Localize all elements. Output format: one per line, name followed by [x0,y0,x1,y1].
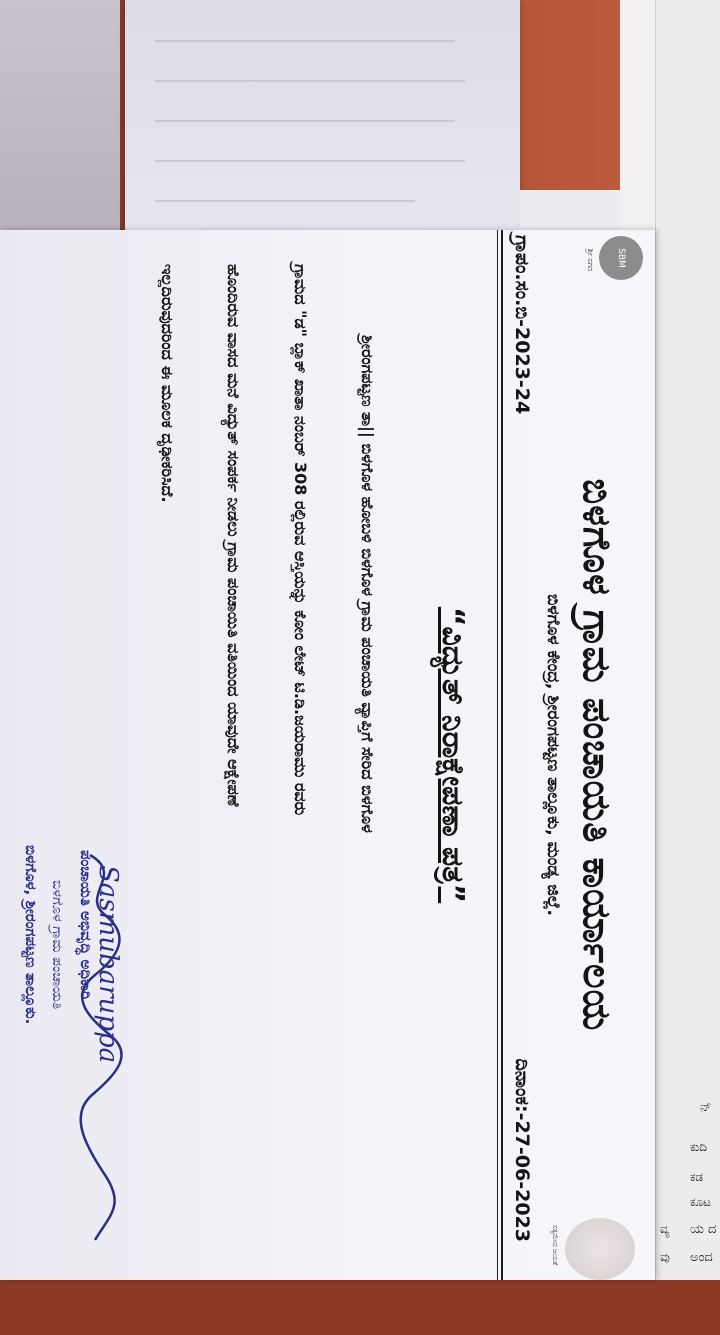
background-paper [0,0,120,230]
edge-fragment: ಅಂದ [690,1250,713,1265]
body-line: ಶ್ರೀರಂಗಪಟ್ಟಣ ತಾ|| ಬಿಳಗೊಳ ಹೋಬಳಿ ಬಿಳಗೊಳ ಗ್ರಾಮ ಪಂಚಾಯತಿ ವ್ಯಾಪ್ತಿಗೆ ಸೇರಿದ ಬಿಳಗೊಳ [358,335,377,833]
edge-fragment: ಯ ದ [690,1222,717,1237]
signatory-location: ಬಿಳಗೊಳ, ಶ್ರೀರಂಗಪಟ್ಟಣ ತಾಲ್ಲೂಕು. [22,845,40,1025]
edge-fragment: ಕುದಿ [690,1140,707,1154]
right-sheet-edge [655,0,720,1280]
edge-fragment: ವು [660,1250,670,1264]
header-rule [497,230,498,1280]
signature-text: Sasmubaruppa [93,865,123,1064]
body-line: ಇಲ್ಲದಿರುವುದರಿಂದ ಈ ಮೂಲಕ ದೃಢೀಕರಿಸಿದೆ. [158,264,177,503]
office-address: ಬಿಳಗೊಳ ಕೇಂದ್ರ, ಶ್ರೀರಂಗಪಟ್ಟಣ ತಾಲ್ಲೂಕು, ಮಂಡ್ಯ ಜಿಲ್ಲೆ. [543,594,563,916]
body-line: ಹೊಂದಿರುವ ವಾಸದ ಮನೆ ವಿದ್ಯುತ್ ಸಂಪರ್ಕ ನೀಡಲು ಗ್ರಾಮ ಪಂಚಾಯಿತಿ ವತಿಯಿಂದ ಯಾವುದೇ ಆಕ್ಷೇಪಣೆ [224,264,243,807]
emblem-caption: ಸತ್ಯಮೇವ ಜಯತೆ [551,1224,559,1266]
signatory-designation: ಪಂಚಾಯತಿ ಅಭಿವೃದ್ಧಿ ಅಧಿಕಾರಿ [77,850,95,1000]
left-seal-caption: ಶ್ರೀ ನಗರ [586,248,595,272]
faint-text-line [155,80,465,82]
edge-fragment: ವ್ಯ [660,1222,670,1236]
faint-text-line [155,200,415,202]
signatory-office: ಬಿಳಗೊಳ ಗ್ರಾಮ ಪಂಚಾಯತಿ [49,880,65,1010]
left-seal-icon: SBM [599,236,643,280]
faint-text-line [155,120,455,122]
header-rule [501,230,503,1280]
body-line: ಗ್ರಾಮದ "ಡ" ಬ್ಲಾಕ್ ಖಾತಾ ನಂಬರ್ 308 ರಲ್ಲಿರುವ ಆಸ್ತಿಯನ್ನು ಕೋಂ ಲೇಟ್ ಟಿ.ಡಿ.ಜಯರಾಮು ರವರು [291,264,310,816]
edge-fragment: ಕೂಟ [690,1195,711,1209]
office-title: ಬಿಳಗೊಳ ಗ್ರಾಮ ಪಂಚಾಯತಿ ಕಾರ್ಯಾಲಯ [575,478,619,1032]
edge-fragment: ಕಡ [690,1170,704,1184]
top-clipped-paper [125,0,520,265]
certificate-heading: “ವಿದ್ಯುತ್ ನಿರಾಕ್ಷೇಪಣಾ ಪತ್ರ” [435,606,470,904]
faint-text-line [155,160,465,162]
document-date: ದಿನಾಂಕ:-27-06-2023 [511,1058,533,1242]
edge-fragment: ನ್ [700,1100,712,1115]
reference-number: ಗ್ರಾಪಂ.ಸಂ.ಬಿ-2023-24 [511,235,533,415]
faint-text-line [155,40,455,42]
document-content [0,230,655,1280]
